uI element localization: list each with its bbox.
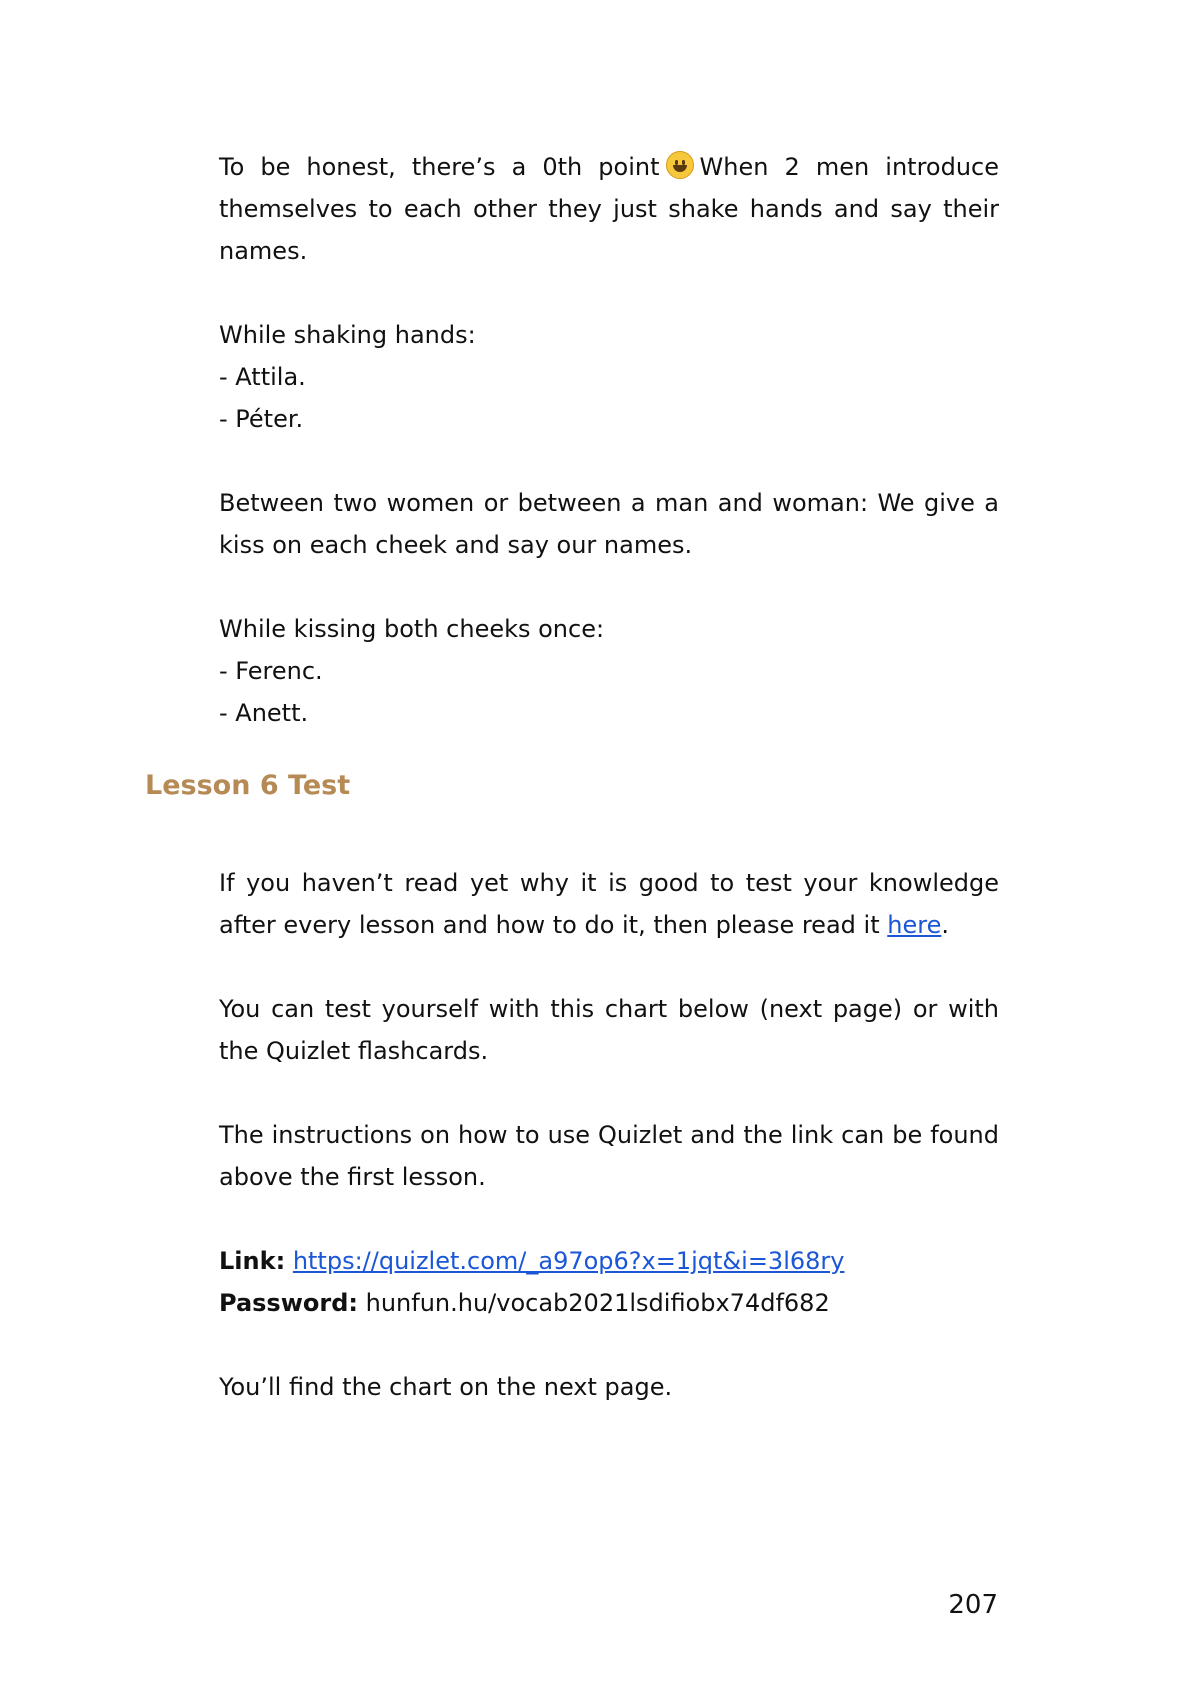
smiley-face-icon <box>666 151 694 179</box>
handshake-title: While shaking hands: <box>219 321 476 349</box>
intro-text-before: To be honest, there’s a 0th point <box>219 153 660 181</box>
kissing-title: While kissing both cheeks once: <box>219 615 605 643</box>
intro-text-after: When 2 men introduce themselves to each other they just shake hands and say their names. <box>219 153 999 265</box>
kissing-line-2: - Anett. <box>219 699 309 727</box>
handshake-line-1: - Attila. <box>219 363 306 391</box>
password-value: hunfun.hu/vocab2021lsdifiobx74df682 <box>365 1289 830 1317</box>
link-line <box>219 1240 999 1282</box>
kissing-line-1: - Ferenc. <box>219 657 323 685</box>
password-line <box>219 1282 999 1324</box>
password-label: Password: <box>219 1289 358 1317</box>
handshake-line-2: - Péter. <box>219 405 304 433</box>
intro-paragraph <box>219 146 999 272</box>
page-number: 207 <box>948 1590 998 1620</box>
kissing-block <box>219 608 999 734</box>
test-intro-paragraph <box>219 862 999 946</box>
instructions-paragraph: The instructions on how to use Quizlet and the link can be found above the first lesson. <box>219 1121 999 1191</box>
link-password-block <box>219 1240 999 1324</box>
here-link[interactable]: here <box>887 911 942 939</box>
test-intro-suffix: . <box>941 911 949 939</box>
kiss-intro-paragraph: Between two women or between a man and woman: We give a kiss on each cheek and say our names. <box>219 489 999 559</box>
chart-note-paragraph: You can test yourself with this chart below (next page) or with the Quizlet flashcards. <box>219 995 999 1065</box>
handshake-block <box>219 314 999 440</box>
quizlet-link[interactable]: https://quizlet.com/_a97op6?x=1jqt&i=3l68ry <box>292 1247 845 1275</box>
section-heading: Lesson 6 Test <box>145 770 351 801</box>
link-label: Link: <box>219 1247 286 1275</box>
test-intro-text: If you haven’t read yet why it is good to test your knowledge after every lesson and how to do it, then please read it <box>219 869 999 939</box>
closing-paragraph: You’ll find the chart on the next page. <box>219 1373 673 1401</box>
